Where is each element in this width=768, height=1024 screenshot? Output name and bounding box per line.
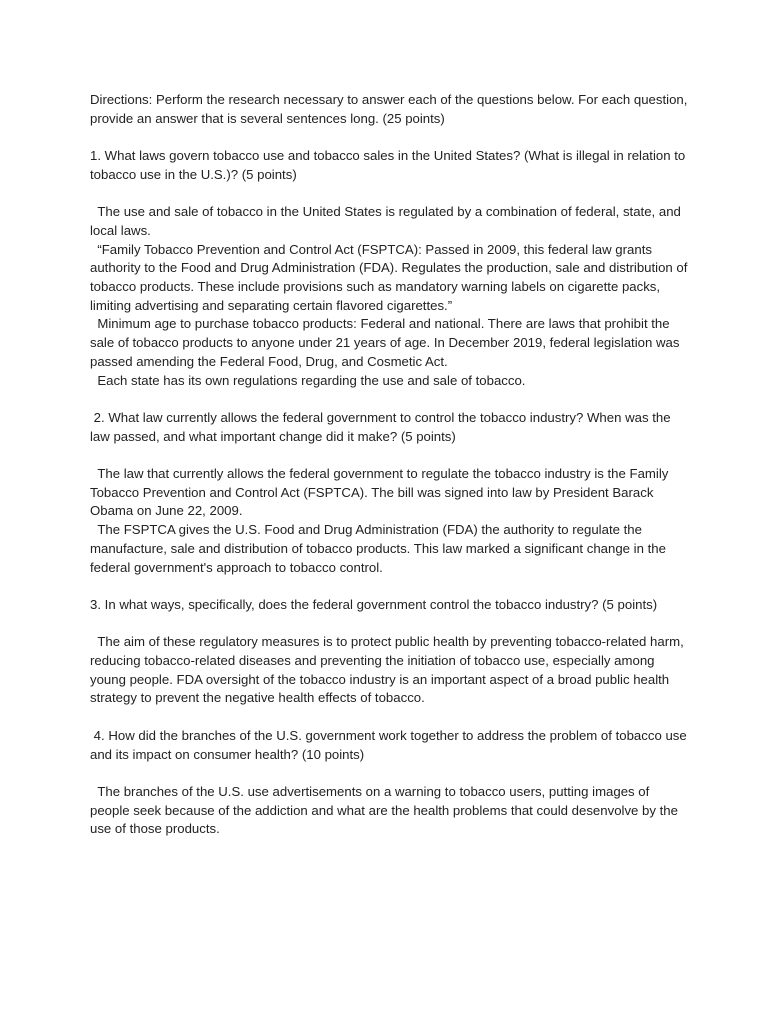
spacer: [90, 390, 690, 409]
spacer: [90, 708, 690, 727]
document-body: [90, 91, 690, 839]
question-4: 4. How did the branches of the U.S. government work together to address the problem of tobacco use and its impact on consumer health? (10 points): [90, 727, 691, 762]
spacer: [90, 615, 690, 634]
answer-1-paragraph: The use and sale of tobacco in the United States is regulated by a combination of federal, state, and local laws.: [90, 204, 685, 238]
spacer: [90, 764, 690, 783]
question-2: 2. What law currently allows the federal government to control the tobacco industry? When was the law passed, and what important change did it make? (5 points): [90, 409, 675, 444]
spacer: [90, 185, 690, 204]
question-3: 3. In what ways, specifically, does the federal government control the tobacco industry? (5 points): [90, 596, 658, 612]
spacer: [90, 446, 690, 465]
directions-text: Directions: Perform the research necessary to answer each of the questions below. For each question, provide an answer that is several sentences long. (25 points): [90, 92, 692, 126]
answer-1-paragraph: Minimum age to purchase tobacco products: Federal and national. There are laws that prohibit the sale of tobacco products to anyone under 21 years of age. In December 2019, federal legislation was passed amending the Federal Food, Drug, and Cosmetic Act.: [90, 316, 684, 369]
question-1: 1. What laws govern tobacco use and tobacco sales in the United States? (What is illegal in relation to tobacco use in the U.S.)? (5 points): [90, 148, 689, 182]
answer-3-paragraph: The aim of these regulatory measures is to protect public health by preventing tobacco-related harm, reducing tobacco-related diseases and preventing the initiation of tobacco use, especially among young people. FDA oversight of the tobacco industry is an important aspect of a broad public health strategy to prevent the negative health effects of tobacco.: [90, 634, 688, 706]
answer-1-paragraph: “Family Tobacco Prevention and Control Act (FSPTCA): Passed in 2009, this federal law grants authority to the Food and Drug Administration (FDA). Regulates the production, sale and distribution of tobacco products. These include provisions such as mandatory warning labels on cigarette packs, limiting advertising and separating certain flavored cigarettes.”: [90, 241, 692, 313]
answer-4-paragraph: The branches of the U.S. use advertisements on a warning to tobacco users, putting images of people seek because of the addiction and what are the health problems that could desenvolve by the use of those products.: [90, 783, 682, 837]
spacer: [90, 128, 690, 147]
answer-2-paragraph: The law that currently allows the federal government to regulate the tobacco industry is the Family Tobacco Prevention and Control Act (FSPTCA). The bill was signed into law by President Barack Obama on June 22, 2009.: [90, 466, 672, 519]
answer-1-paragraph: Each state has its own regulations regarding the use and sale of tobacco.: [90, 372, 526, 388]
spacer: [90, 577, 690, 596]
answer-2-paragraph: The FSPTCA gives the U.S. Food and Drug Administration (FDA) the authority to regulate the manufacture, sale and distribution of tobacco products. This law marked a significant change in the federal government's approach to tobacco control.: [90, 522, 670, 575]
